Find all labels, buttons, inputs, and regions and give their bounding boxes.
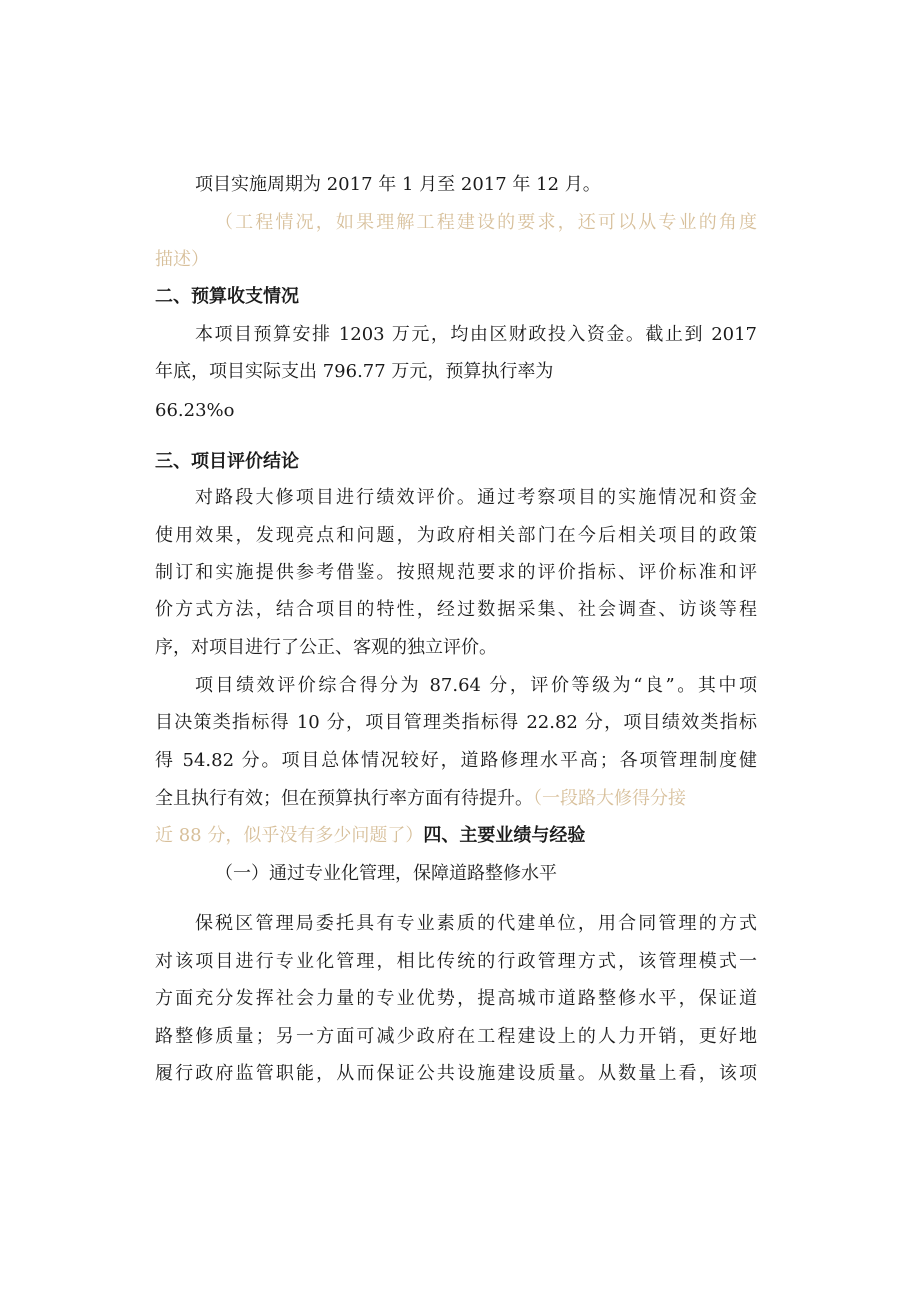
para3-line-3: 方面充分发挥社会力量的专业优势，提高城市道路整修水平，保证道: [155, 988, 757, 1009]
note-score-part-1: （一段路大修得分接: [533, 788, 686, 809]
budget-line-2: 年底，项目实际支出 796.77 万元，预算执行率为: [155, 361, 554, 382]
para3-line-5: 履行政府监管职能，从而保证公共设施建设质量。从数量上看，该项: [155, 1063, 757, 1084]
para2-line-4: [155, 786, 757, 812]
para1-line-1: 对路段大修项目进行绩效评价。通过考察项目的实施情况和资金: [195, 487, 757, 508]
para3-line-1: 保税区管理局委托具有专业素质的代建单位，用合同管理的方式: [195, 913, 757, 934]
para2-line-5: [155, 823, 757, 849]
budget-line-3: 66.23%o: [155, 400, 235, 421]
para2-last-text: 全且执行有效；但在预算执行率方面有待提升。: [155, 788, 533, 809]
para1-line-4: 价方式方法，结合项目的特性，经过数据采集、社会调查、访谈等程: [155, 599, 757, 620]
budget-line-1: 本项目预算安排 1203 万元，均由区财政投入资金。截止到 2017: [195, 324, 757, 345]
note-score-part-2: 近 88 分，似乎没有多少问题了）: [155, 825, 424, 846]
heading-conclusion: 三、项目评价结论: [155, 451, 299, 472]
para2-line-1: 项目绩效评价综合得分为 87.64 分，评价等级为“良”。其中项: [195, 675, 757, 696]
heading-budget: 二、预算收支情况: [155, 286, 299, 307]
para3-line-4: 路整修质量；另一方面可减少政府在工程建设上的人力开销，更好地: [155, 1026, 757, 1047]
para2-line-3: 得 54.82 分。项目总体情况较好，道路修理水平高；各项管理制度健: [155, 750, 757, 771]
para1-line-5: 序，对项目进行了公正、客观的独立评价。: [155, 637, 497, 658]
period-line: 项目实施周期为 2017 年 1 月至 2017 年 12 月。: [195, 174, 601, 195]
subheading-professional-management: （一）通过专业化管理，保障道路整修水平: [215, 863, 557, 884]
para2-line-2: 目决策类指标得 10 分，项目管理类指标得 22.82 分，项目绩效类指标: [155, 712, 757, 733]
para1-line-3: 制订和实施提供参考借鉴。按照规范要求的评价指标、评价标准和评: [155, 562, 757, 583]
heading-achievements: 四、主要业绩与经验: [423, 825, 586, 846]
para3-line-2: 对该项目进行专业化管理，相比传统的行政管理方式，该管理模式一: [155, 951, 757, 972]
note-engineering-line-2: 描述）: [155, 249, 209, 270]
note-engineering-line-1: （工程情况，如果理解工程建设的要求，还可以从专业的角度: [215, 212, 757, 233]
para1-line-2: 使用效果，发现亮点和问题，为政府相关部门在今后相关项目的政策: [155, 525, 757, 546]
